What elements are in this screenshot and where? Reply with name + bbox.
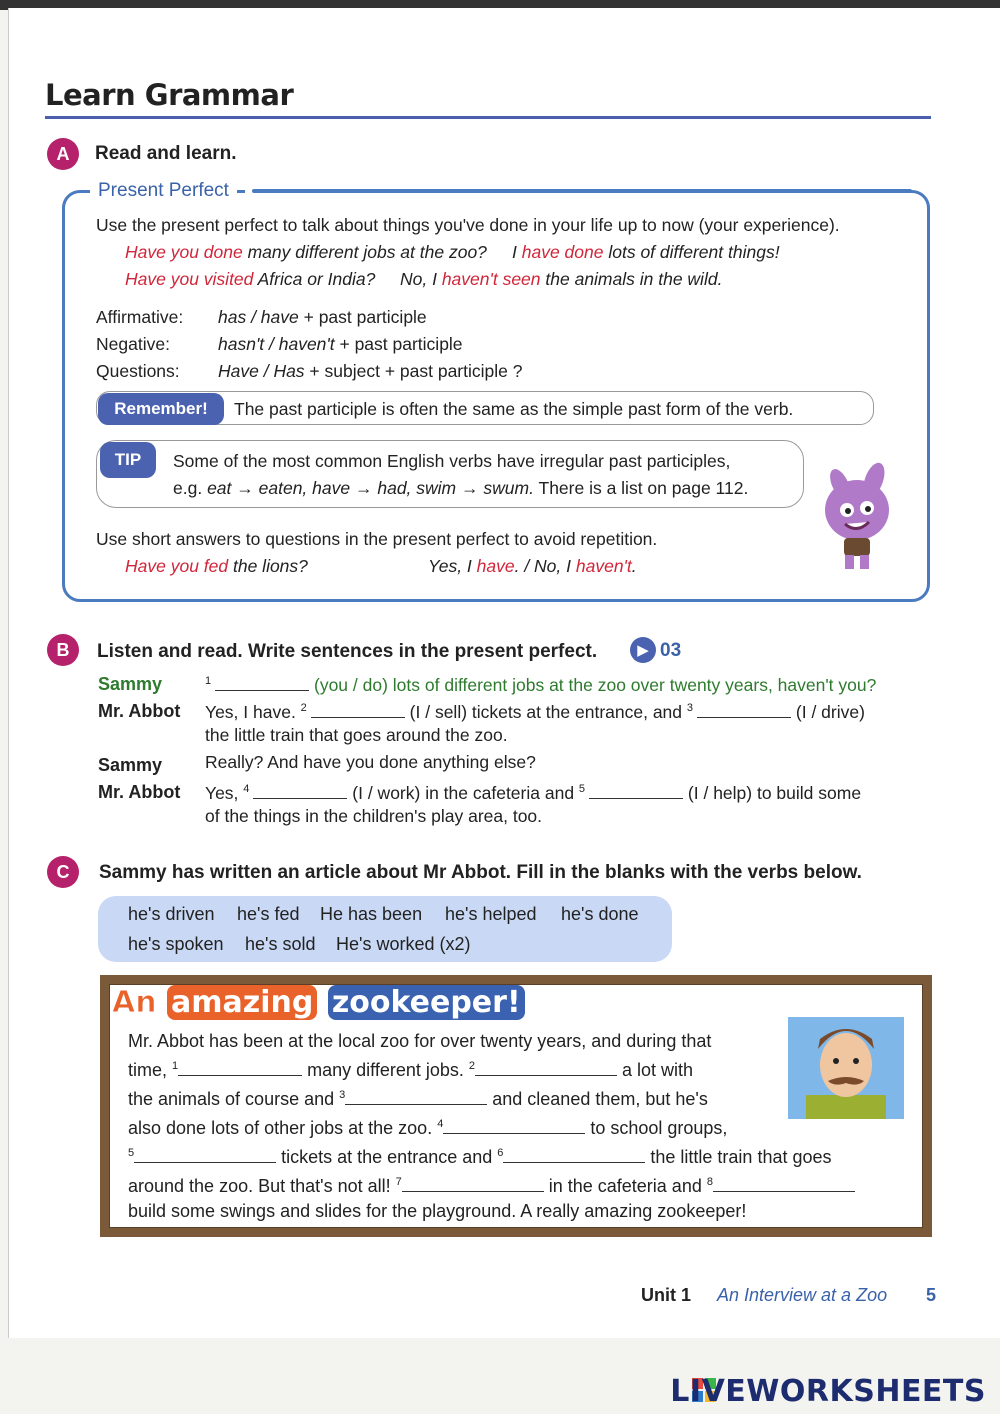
form-questions: Have / Has + subject + past participle ? [218, 361, 523, 381]
answer-blank-3[interactable] [697, 717, 791, 718]
article-text [128, 1029, 868, 1224]
form-negative-label: Negative: [96, 334, 170, 354]
word-bank-item: He's worked (x2) [336, 934, 471, 954]
section-b-badge: B [47, 634, 79, 666]
dialogue-line-1: $^1$ (you / do) lots of different jobs at the zoo over twenty years, haven't you? [205, 674, 877, 695]
short-answers-intro: Use short answers to questions in the present perfect to avoid repetition. [96, 529, 658, 549]
answer-blank-4[interactable] [253, 798, 347, 799]
article-line: the animals of course and $^3$ and cleaned them, but he's [128, 1089, 708, 1109]
example-line-1b: I have done lots of different things! [512, 242, 780, 262]
word-bank-item: he's driven [128, 904, 215, 924]
speaker-sammy-1: Sammy [98, 674, 163, 694]
grammar-box-label: Present Perfect [90, 180, 237, 202]
box-label-line [252, 189, 912, 193]
remember-text: The past participle is often the same as the simple past form of the verb. [234, 399, 794, 419]
tip-line-1: Some of the most common English verbs have irregular past participles, [173, 451, 731, 471]
section-a-badge: A [47, 138, 79, 170]
word-bank [98, 896, 672, 962]
answer-blank-1[interactable] [215, 690, 309, 691]
form-negative: hasn't / haven't + past participle [218, 334, 463, 354]
liveworksheets-brand[interactable]: LIVEWORKSHEETS [670, 1374, 986, 1409]
title-rule [45, 116, 931, 119]
word-bank-item: he's fed [237, 904, 300, 924]
article-blank-7[interactable] [402, 1191, 544, 1192]
example-line-2: Have you visited Africa or India? [125, 269, 376, 289]
form-questions-label: Questions: [96, 361, 180, 381]
speaker-mr-abbot-2: Mr. Abbot [98, 782, 181, 802]
mascot-illustration [812, 462, 902, 574]
answer-blank-5[interactable] [589, 798, 683, 799]
audio-track-number: 03 [660, 640, 682, 661]
word-bank-item: he's spoken [128, 934, 224, 954]
remember-tag: Remember! [98, 393, 224, 425]
form-affirmative-label: Affirmative: [96, 307, 184, 327]
audio-icon[interactable]: ▶ [630, 637, 656, 663]
word-bank-item: he's helped [445, 904, 537, 924]
short-answer-question: Have you fed the lions? [125, 556, 308, 576]
answer-blank-2[interactable] [311, 717, 405, 718]
article-frame [100, 975, 932, 1237]
page-number: 5 [926, 1285, 937, 1305]
word-bank-item: He has been [320, 904, 423, 924]
dialogue-line-2-cont: the little train that goes around the zoo. [205, 725, 508, 745]
tip-tag: TIP [100, 442, 156, 478]
article-blank-1[interactable] [178, 1075, 302, 1076]
article-blank-3[interactable] [345, 1104, 487, 1105]
article-blank-5[interactable] [134, 1162, 276, 1163]
article-line: build some swings and slides for the playground. A really amazing zookeeper! [128, 1201, 747, 1221]
grammar-intro: Use the present perfect to talk about things you've done in your life up to now (your experience). [96, 215, 840, 235]
form-affirmative: has / have + past participle [218, 307, 427, 327]
section-b-heading: Listen and read. Write sentences in the present perfect. [97, 641, 598, 662]
word-bank-item: he's sold [245, 934, 316, 954]
article-line: around the zoo. But that's not all! $^7$ in the cafeteria and $^8$ [128, 1170, 868, 1199]
article-title: An amazing zookeeper! [112, 985, 525, 1020]
article-blank-2[interactable] [475, 1075, 617, 1076]
dialogue-line-4: Yes, $^4$ (I / work) in the cafeteria and $^5$ (I / help) to build some [205, 782, 862, 803]
example-line-2b: No, I haven't seen the animals in the wild. [400, 269, 723, 289]
dialogue-line-4-cont: of the things in the children's play area, too. [205, 806, 543, 826]
dialogue-line-3: Really? And have you done anything else? [205, 752, 536, 772]
speaker-sammy-2: Sammy [98, 755, 163, 775]
article-blank-6[interactable] [503, 1162, 645, 1163]
section-c-heading: Sammy has written an article about Mr Abbot. Fill in the blanks with the verbs below. [99, 862, 862, 883]
article-blank-8[interactable] [713, 1191, 855, 1192]
article-blank-4[interactable] [443, 1133, 585, 1134]
article-line: $^5$ tickets at the entrance and $^6$ the little train that goes [128, 1147, 832, 1167]
article-panel [109, 984, 923, 1228]
footer-unit-title: An Interview at a Zoo [717, 1285, 888, 1305]
page-title: Learn Grammar [45, 78, 294, 112]
example-line-1: Have you done many different jobs at the zoo? [125, 242, 487, 262]
article-line: Mr. Abbot has been at the local zoo for over twenty years, and during that [128, 1031, 712, 1051]
article-line: time, $^1$ many different jobs. $^2$ a lot with [128, 1060, 694, 1080]
article-line: also done lots of other jobs at the zoo. $^4$ to school groups, [128, 1118, 728, 1138]
section-a-heading: Read and learn. [95, 143, 237, 164]
short-answer-reply: Yes, I have. / No, I haven't. [428, 556, 637, 576]
section-c-badge: C [47, 856, 79, 888]
footer-unit: Unit 1 [641, 1285, 692, 1305]
dialogue-line-2: Yes, I have. $^2$ (I / sell) tickets at the entrance, and $^3$ (I / drive) [205, 701, 865, 722]
speaker-mr-abbot-1: Mr. Abbot [98, 701, 181, 721]
tip-line-2: e.g. eat → eaten, have → had, swim → swum. There is a list on page 112. [173, 478, 749, 498]
word-bank-item: he's done [561, 904, 639, 924]
